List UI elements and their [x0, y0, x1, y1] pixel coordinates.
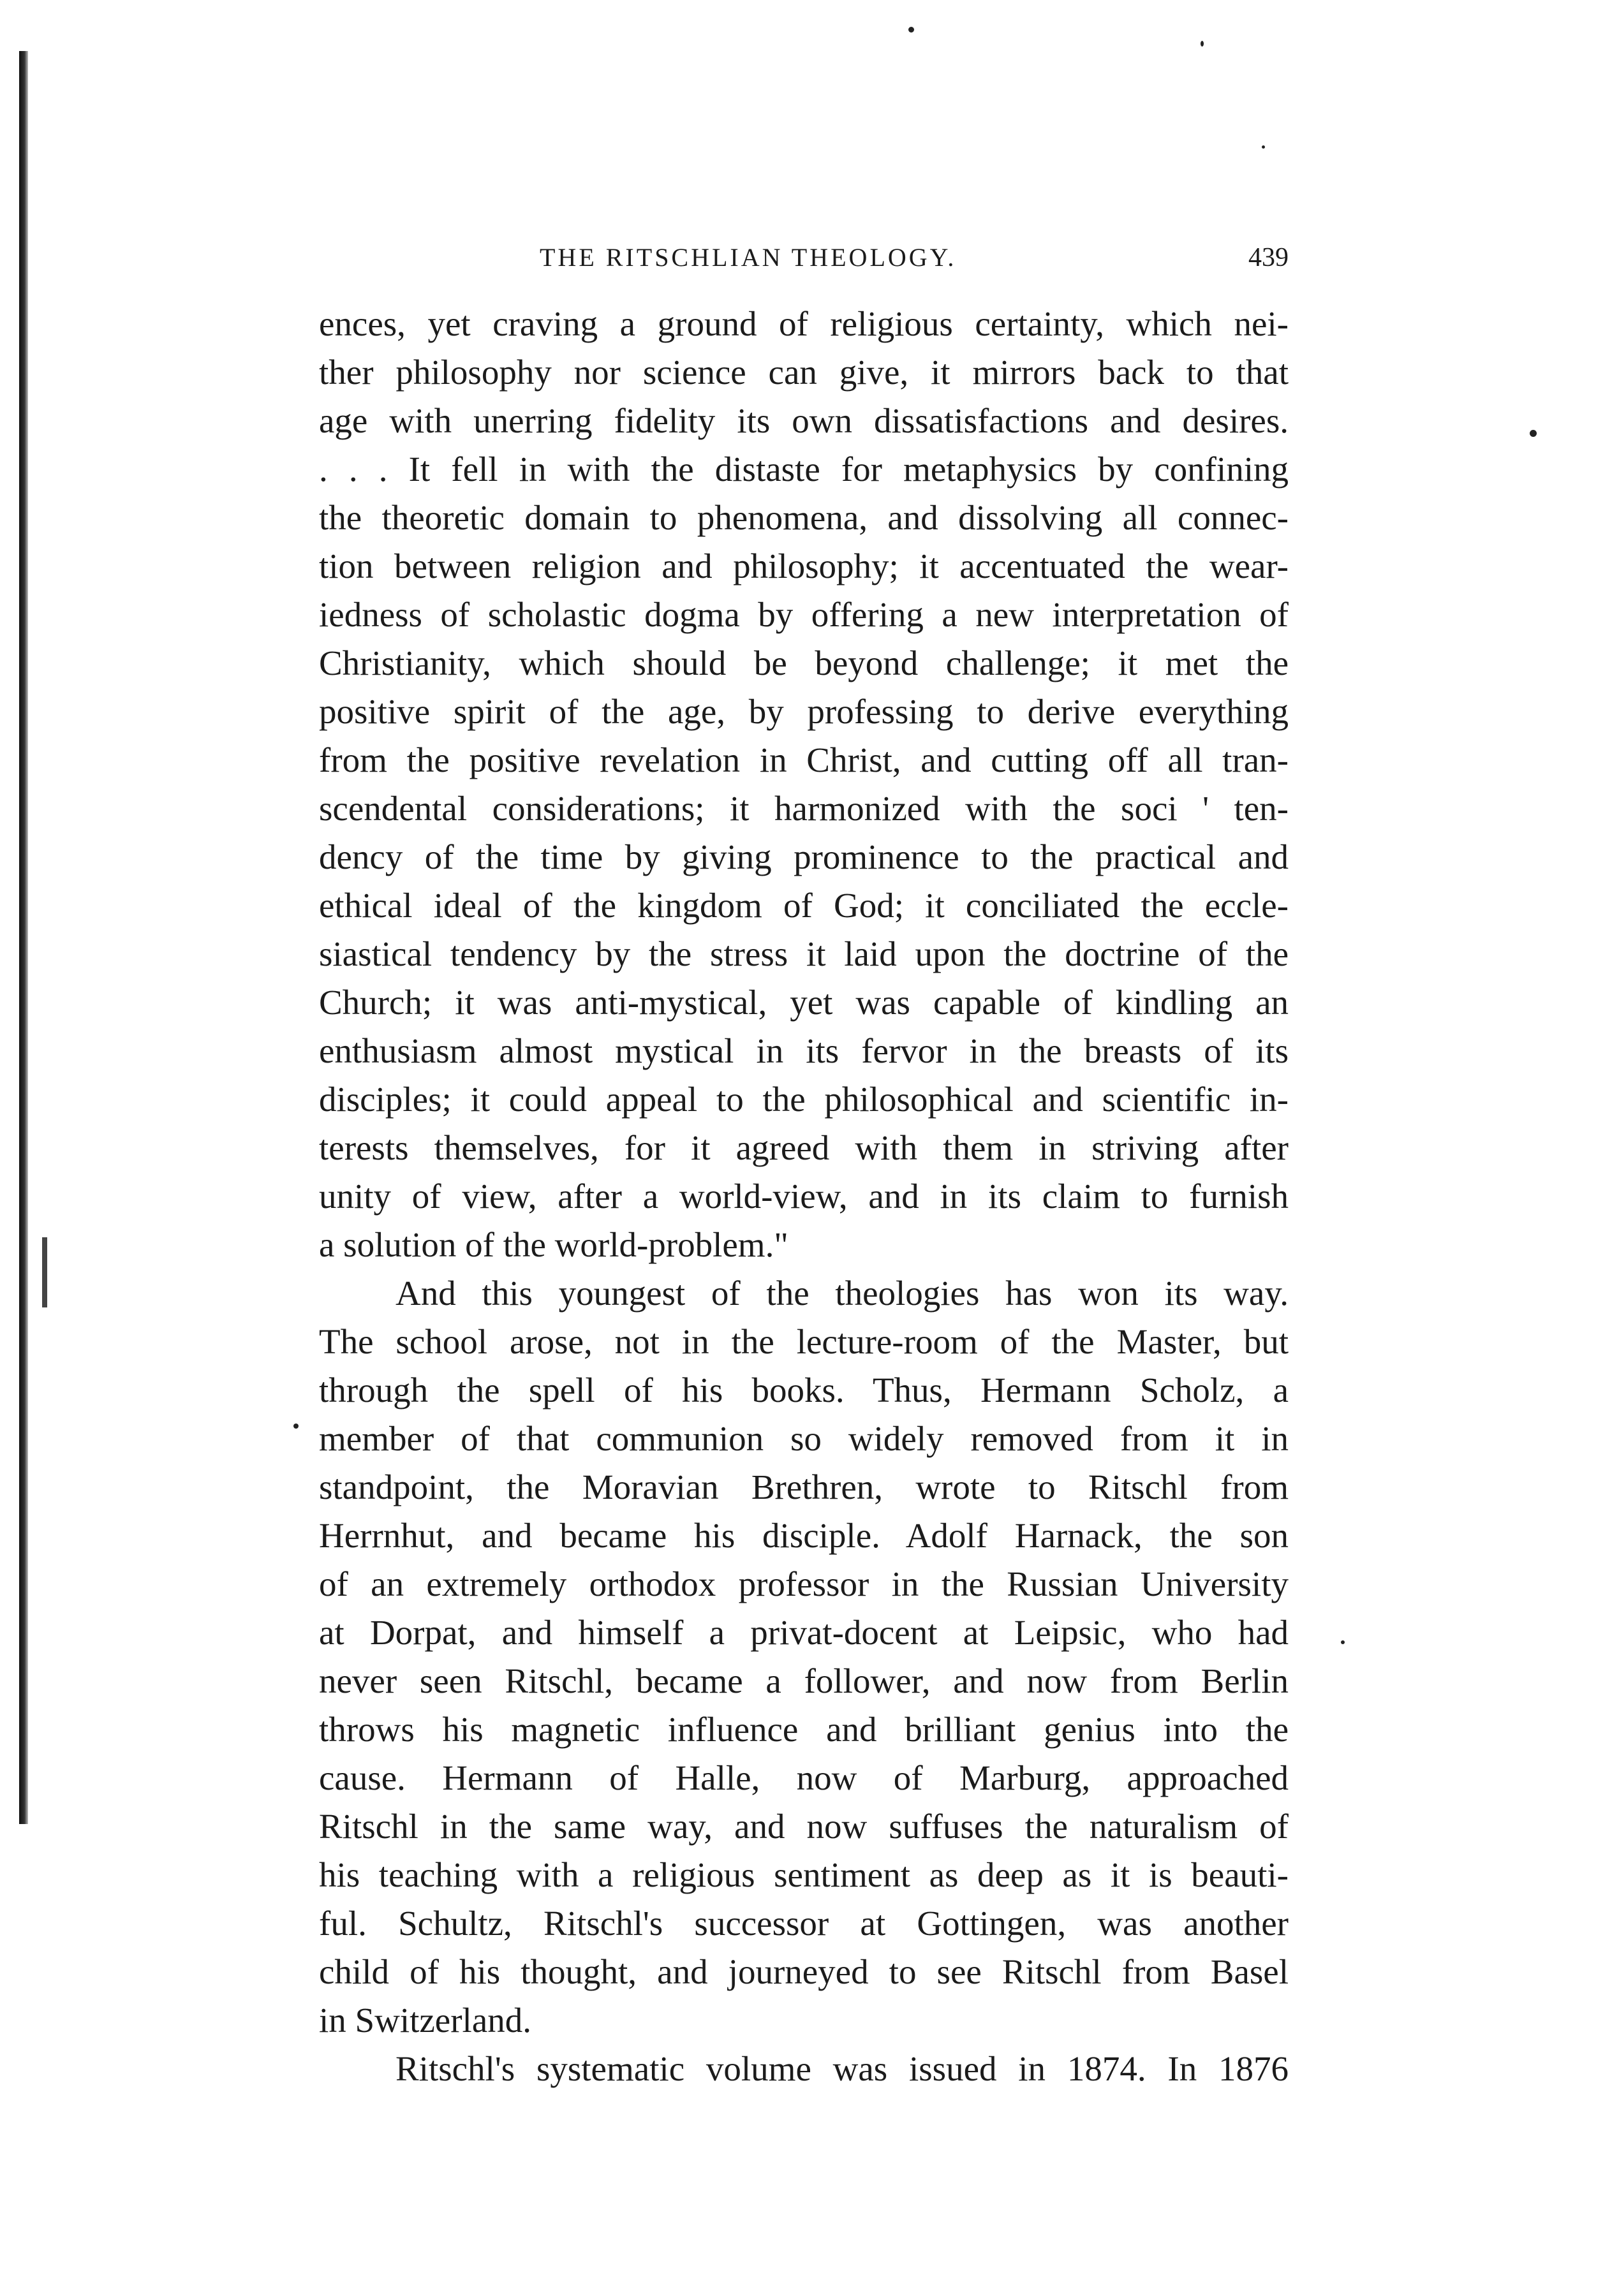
- text-line: dency of the time by giving prominence to the practical and: [319, 837, 1289, 876]
- text-line: iedness of scholastic dogma by offering a new interpretation of: [319, 595, 1289, 634]
- text-line: child of his thought, and journeyed to see Ritschl from Basel: [319, 1952, 1289, 1991]
- scan-speck: [908, 27, 914, 33]
- binding-edge: [19, 51, 28, 1824]
- text-line: . . . It fell in with the distaste for metaphysics by confining: [319, 450, 1289, 489]
- body-text: [319, 300, 1289, 2093]
- text-line: member of that communion so widely removed from it in: [319, 1419, 1289, 1458]
- text-line: Church; it was anti-mystical, yet was capable of kindling an: [319, 983, 1289, 1022]
- text-line: through the spell of his books. Thus, Hermann Scholz, a: [319, 1371, 1289, 1409]
- text-line: cause. Hermann of Halle, now of Marburg, approached: [319, 1758, 1289, 1797]
- text-line: at Dorpat, and himself a privat-docent at Leipsic, who had: [319, 1613, 1289, 1652]
- text-line: scendental considerations; it harmonized with the soci ' ten-: [319, 789, 1289, 828]
- text-line: in Switzerland.: [319, 2001, 531, 2040]
- text-line: terests themselves, for it agreed with them in striving after: [319, 1128, 1289, 1167]
- scan-speck: [1530, 430, 1537, 437]
- text-line: ences, yet craving a ground of religious certainty, which nei-: [319, 304, 1289, 343]
- text-line: tion between religion and philosophy; it accentuated the wear-: [319, 547, 1289, 585]
- text-line: a solution of the world-problem.": [319, 1225, 788, 1264]
- running-title: THE RITSCHLIAN THEOLOGY.: [540, 243, 957, 272]
- text-line: ther philosophy nor science can give, it mirrors back to that: [319, 353, 1289, 392]
- scan-speck: [1341, 1640, 1345, 1644]
- text-line: And this youngest of the theologies has won its way.: [396, 1274, 1289, 1313]
- text-line: of an extremely orthodox professor in the Russian University: [319, 1564, 1289, 1603]
- scan-speck: [1262, 145, 1265, 149]
- text-line: the theoretic domain to phenomena, and dissolving all connec-: [319, 498, 1289, 537]
- text-line: ful. Schultz, Ritschl's successor at Gottingen, was another: [319, 1904, 1289, 1943]
- text-line: Ritschl's systematic volume was issued in 1874. In 1876: [396, 2049, 1289, 2088]
- text-line: unity of view, after a world-view, and in its claim to furnish: [319, 1177, 1289, 1216]
- text-line: ethical ideal of the kingdom of God; it conciliated the eccle-: [319, 886, 1289, 925]
- text-line: from the positive revelation in Christ, and cutting off all tran-: [319, 740, 1289, 779]
- text-line: age with unerring fidelity its own dissatisfactions and desires.: [319, 401, 1289, 440]
- scan-speck: [1201, 41, 1204, 47]
- text-line: throws his magnetic influence and brilliant genius into the: [319, 1710, 1289, 1749]
- text-line: standpoint, the Moravian Brethren, wrote to Ritschl from: [319, 1468, 1289, 1506]
- scan-speck: [293, 1424, 299, 1429]
- text-line: Ritschl in the same way, and now suffuses the naturalism of: [319, 1807, 1289, 1846]
- text-line: siastical tendency by the stress it laid upon the doctrine of the: [319, 934, 1289, 973]
- text-line: The school arose, not in the lecture-room of the Master, but: [319, 1322, 1289, 1361]
- text-line: positive spirit of the age, by professing to derive everything: [319, 692, 1289, 731]
- text-line: never seen Ritschl, became a follower, and now from Berlin: [319, 1661, 1289, 1700]
- text-line: Christianity, which should be beyond challenge; it met the: [319, 644, 1289, 682]
- text-line: Herrnhut, and became his disciple. Adolf Harnack, the son: [319, 1516, 1289, 1555]
- text-line: his teaching with a religious sentiment as deep as it is beauti-: [319, 1855, 1289, 1894]
- running-head: [319, 242, 1289, 287]
- text-line: enthusiasm almost mystical in its fervor in the breasts of its: [319, 1031, 1289, 1070]
- page-number: 439: [1248, 243, 1289, 272]
- binding-mark: [42, 1237, 47, 1307]
- text-line: disciples; it could appeal to the philosophical and scientific in-: [319, 1080, 1289, 1119]
